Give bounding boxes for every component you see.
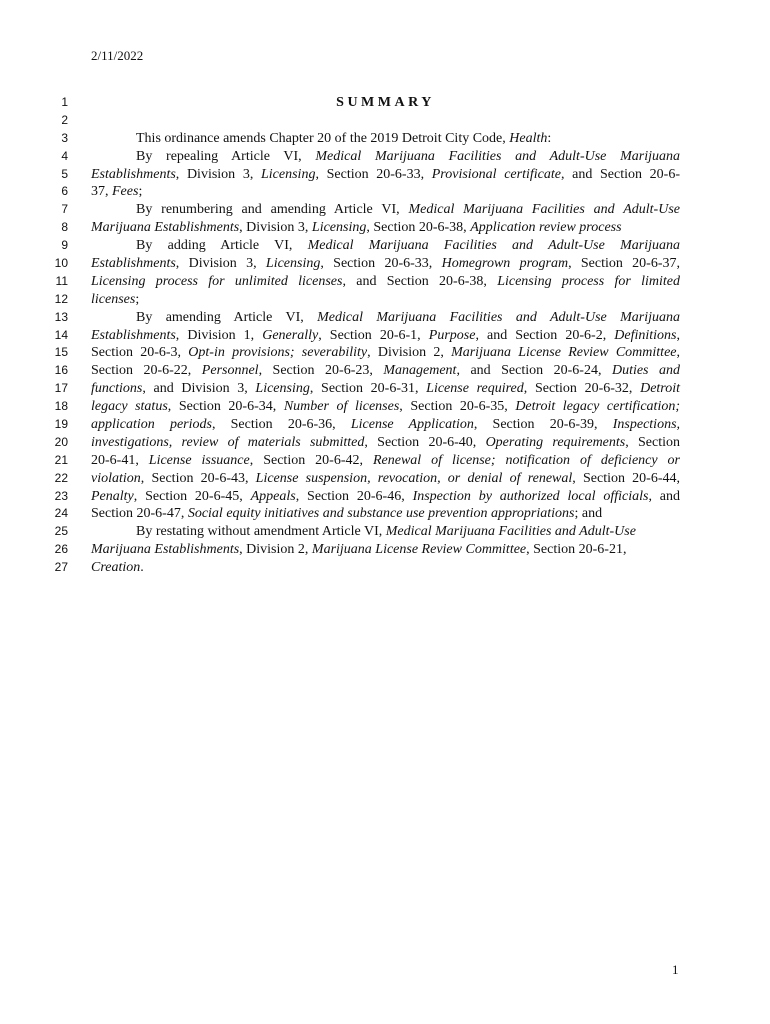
line-number: 21 [54,452,68,467]
text-line [91,130,680,148]
text-segment: By renumbering and amending Article VI, [136,202,409,218]
italic-text: Social equity initiatives and substance use prevention appropriations [187,506,575,522]
text-line [91,344,680,362]
text-segment: , and Section 20-6-38, [342,273,498,289]
text-segment: , Section 20-6-39, [473,417,613,433]
italic-text: application periods [91,417,212,433]
text-segment: 20-6-41, [91,452,149,468]
line-number: 17 [54,381,68,396]
italic-text: Inspections, [612,417,681,433]
text-segment: , Division 3, [239,220,312,236]
italic-text: Medical Marijuana Facilities and Adult-Use Marijuana [315,148,680,164]
text-segment: , Division 3, [175,166,261,182]
text-line [91,488,680,506]
line-number: 3 [61,130,68,145]
text-segment: , Section 20-6-35, [399,399,516,415]
document-date: 2/11/2022 [91,48,144,63]
italic-text: License issuance [148,452,250,468]
italic-text: Opt-in provisions; severability [188,345,368,361]
line-number: 9 [61,238,68,253]
text-segment: , and [648,488,681,504]
text-segment: , Division 2, [367,345,452,361]
line-number: 20 [54,434,68,449]
line-number: 11 [55,273,68,288]
italic-text: Provisional certificate [431,166,561,182]
italic-text: Duties and [611,363,680,379]
italic-text: Licensing [255,381,310,397]
text-segment: Section 20-6-3, [91,345,189,361]
text-line [91,183,680,201]
text-line [91,452,680,470]
line-number: 14 [54,327,68,342]
text-segment: By adding Article VI, [136,238,308,254]
italic-text: Detroit legacy certification; [515,399,680,415]
text-segment: 37, [91,184,112,200]
line-number: 5 [61,166,68,181]
italic-text: Medical Marijuana Facilities and Adult-Use Marijuana [307,238,680,254]
italic-text: Medical Marijuana Facilities and Adult-Use Marijuana [317,309,680,325]
line-number: 12 [54,291,68,306]
line-number: 18 [54,399,68,414]
italic-text: Medical Marijuana Facilities and Adult-Use [408,202,680,218]
text-line [91,523,680,541]
line-number: 27 [54,560,68,575]
text-segment: , Section 20-6-34, [167,399,284,415]
text-line [91,470,680,488]
line-number: 22 [54,470,68,485]
text-line [91,559,680,577]
summary-text [91,130,680,577]
text-segment: : [547,130,552,146]
italic-text: Licensing process for limited [497,273,681,289]
text-line [91,273,680,291]
line-number: 16 [54,363,68,378]
line-number: 15 [54,345,68,360]
italic-text: Licensing [261,166,316,182]
line-number: 10 [54,256,68,271]
italic-text: Appeals [250,488,296,504]
italic-text: licenses [91,291,136,307]
italic-text: Licensing [265,256,321,272]
italic-text: Number of licenses [283,399,400,415]
italic-text: Marijuana Establishments [91,542,240,558]
italic-text: Detroit [640,381,680,397]
italic-text: Marijuana License Review Committee [311,542,527,558]
italic-text: Application review process [470,220,622,236]
text-segment: , Section 20-6-44, [572,470,680,486]
line-number: 7 [61,202,68,217]
text-segment: , and Division 3, [142,381,256,397]
italic-text: Licensing process for unlimited licenses [91,273,343,289]
italic-text: Renewal of license; notification of deficiency or [372,452,681,468]
italic-text: Marijuana Establishments [91,220,240,236]
text-segment: By repealing Article VI, [136,148,316,164]
text-segment: ; [135,291,140,307]
text-segment: By amending Article VI, [136,309,318,325]
italic-text: Inspection by authorized local officials [412,488,649,504]
text-line [91,166,680,184]
text-segment: , Section 20-6-46, [295,488,413,504]
text-line [91,237,680,255]
text-segment: , Section 20-6-36, [211,417,351,433]
italic-text: functions [91,381,143,397]
line-number: 13 [54,309,68,324]
text-segment: , Division 2, [239,542,312,558]
line-number: 8 [61,220,68,235]
line-number-column [40,94,68,577]
line-number: 2 [61,112,68,127]
italic-text: License suspension, revocation, or denial of renewal [255,470,573,486]
text-segment: This ordinance amends Chapter 20 of the 2019 Detroit City Code, [136,130,510,146]
line-number: 25 [54,524,68,539]
text-segment: , Division 1, [175,327,263,343]
italic-text: legacy status [91,399,168,415]
text-segment: , [676,327,680,343]
text-segment: , Section 20-6-37, [568,256,680,272]
document-body [91,94,680,577]
blank-line [91,112,680,130]
text-segment: , Section 20-6-45, [133,488,251,504]
text-line [91,416,680,434]
text-segment: By restating without amendment Article VI, [136,524,386,540]
text-segment: Section 20-6-47, [91,506,188,522]
italic-text: Creation [91,560,141,576]
text-segment: , Section 20-6-23, [258,363,384,379]
text-segment: Section 20-6-22, [91,363,202,379]
italic-text: Establishments [91,256,176,272]
italic-text: License required [426,381,524,397]
italic-text: Fees [112,184,139,200]
italic-text: Personnel [201,363,259,379]
text-segment: , Section 20-6-31, [309,381,427,397]
text-segment: , Section 20-6-21, [526,542,627,558]
line-number: 19 [54,417,68,432]
text-line [91,398,680,416]
line-number: 26 [54,542,68,557]
italic-text: Management [383,363,457,379]
italic-text: Medical Marijuana Facilities and Adult-Use [385,524,636,540]
text-line [91,148,680,166]
italic-text: Generally [262,327,319,343]
italic-text: Marijuana License Review Committee [451,345,677,361]
text-line [91,219,680,237]
line-number: 23 [54,488,68,503]
italic-text: License Application [350,417,474,433]
text-segment: , and Section 20-6-2, [475,327,615,343]
text-segment: ; [138,184,143,200]
text-segment: , Section 20-6-33, [320,256,442,272]
page-number: 1 [672,962,679,977]
italic-text: Establishments [91,327,176,343]
text-line [91,505,680,523]
italic-text: Homegrown program [441,256,569,272]
text-line [91,434,680,452]
text-line [91,541,680,559]
text-segment: , Section 20-6-43, [140,470,256,486]
text-segment: , Section 20-6-42, [249,452,373,468]
line-number: 6 [61,184,68,199]
italic-text: Operating requirements [485,434,626,450]
line-number: 4 [61,148,68,163]
italic-text: Licensing [311,220,367,236]
italic-text: Definitions [614,327,677,343]
text-segment: . [140,560,144,576]
text-segment: , and Section 20-6-24, [456,363,612,379]
text-segment: ; and [574,506,603,522]
italic-text: Purpose [428,327,476,343]
text-segment: , Section 20-6-33, [315,166,432,182]
italic-text: Penalty [91,488,134,504]
italic-text: violation [91,470,141,486]
text-line [91,309,680,327]
text-line [91,291,680,309]
text-segment: , Section [625,434,681,450]
italic-text: Establishments [91,166,176,182]
italic-text: Health [509,130,548,146]
text-line [91,380,680,398]
text-line [91,327,680,345]
text-line [91,255,680,273]
text-segment: , and Section 20-6- [560,166,680,182]
italic-text: investigations, review of materials submitted [91,434,365,450]
summary-title: SUMMARY [336,95,435,110]
text-segment: , Section 20-6-32, [523,381,641,397]
text-segment: , [676,345,681,361]
text-segment: , Section 20-6-38, [366,220,471,236]
line-number: 1 [61,95,68,109]
text-line [91,201,680,219]
text-segment: , Section 20-6-40, [364,434,486,450]
line-number: 24 [54,506,68,521]
text-segment: , Section 20-6-1, [318,327,429,343]
text-segment: , Division 3, [175,256,266,272]
text-line [91,362,680,380]
